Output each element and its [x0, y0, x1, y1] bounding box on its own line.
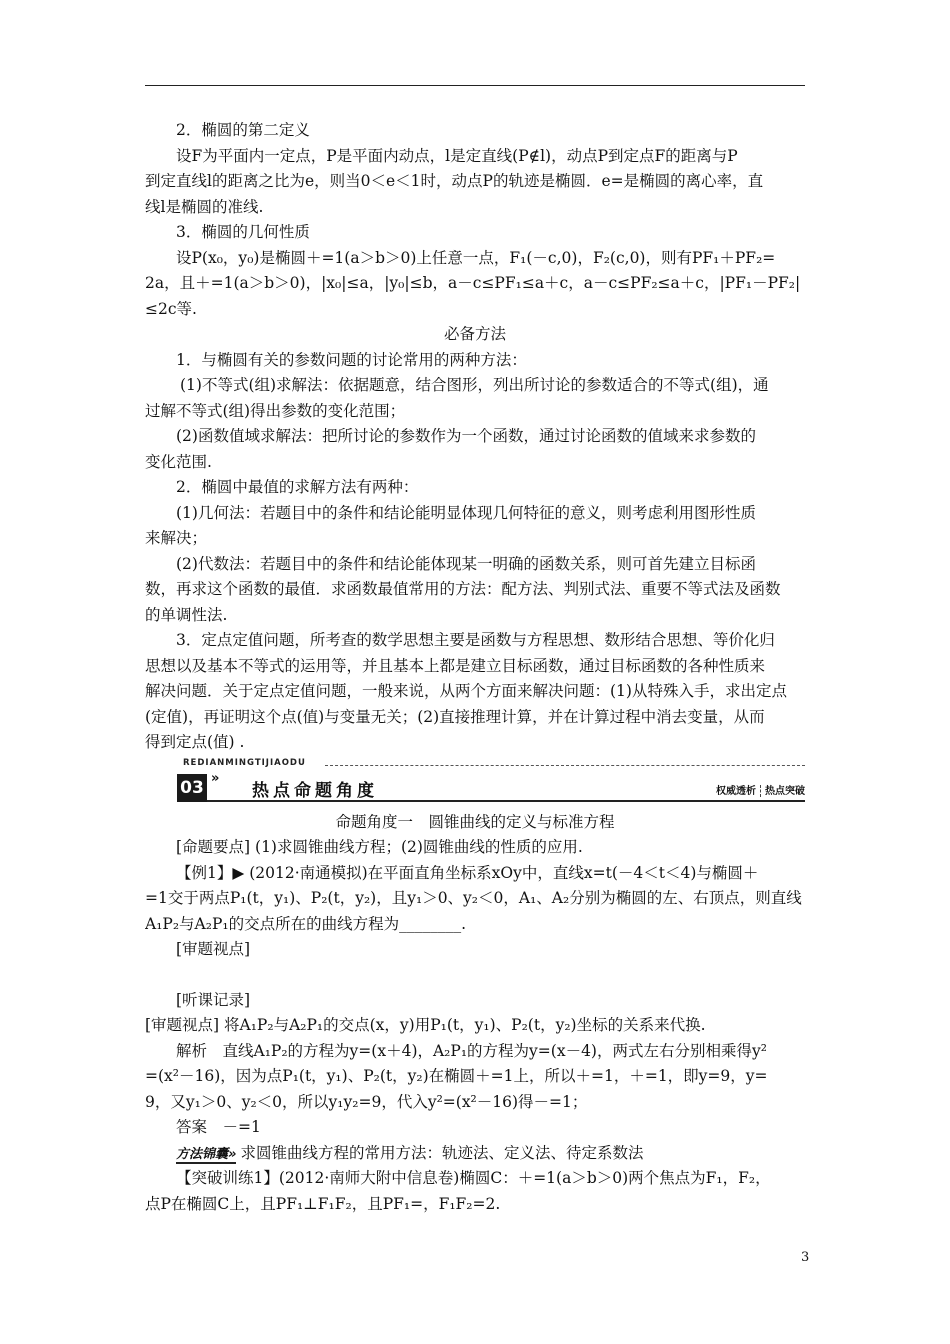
text-line: [命题要点] (1)求圆锥曲线方程；(2)圆锥曲线的性质的应用.: [176, 838, 583, 856]
method-tip-text: 求圆锥曲线方程的常用方法：轨迹法、定义法、待定系数法: [240, 1143, 644, 1162]
method-tip-line: [145, 1141, 805, 1167]
text-line: 解决问题．关于定点定值问题，一般来说，从两个方面来解决问题：(1)从特殊入手，求出定点: [145, 682, 787, 700]
example-line: =1交于两点P₁(t，y₁)、P₂(t，y₂)，且y₁＞0、y₂＜0，A₁、A₂分别为椭圆的左、右顶点，则直线: [145, 889, 802, 907]
banner-dashed-rule: [325, 765, 805, 766]
text-line: (1)不等式(组)求解法：依据题意，结合图形，列出所讨论的参数适合的不等式(组)，通: [180, 376, 769, 394]
text-line: 数，再求这个函数的最值．求函数最值常用的方法：配方法、判别式法、重要不等式法及函数: [145, 580, 781, 598]
example-line: 【例1】▶ (2012·南通模拟)在平面直角坐标系xOy中，直线x=t(－4＜t＜4)与椭圆＋: [176, 863, 759, 882]
blank-space: [145, 963, 805, 988]
text-line: 到定直线l的距离之比为e，则当0＜e＜1时，动点P的轨迹是椭圆．e=是椭圆的离心率，直: [145, 172, 764, 190]
subsection-heading: 命题角度一 圆锥曲线的定义与标准方程: [335, 812, 615, 831]
page-number: 3: [801, 1250, 810, 1265]
text-line: 3．定点定值问题，所考查的数学思想主要是函数与方程思想、数形结合思想、等价化归: [176, 631, 775, 649]
banner-right-label: [716, 782, 805, 797]
banner-number: 03: [177, 774, 207, 802]
text-line: 线l是椭圆的准线.: [145, 197, 264, 216]
banner-subtitle: REDIANMINGTIJIAODU: [183, 757, 306, 768]
text-line: [审题视点] 将A₁P₂与A₂P₁的交点(x，y)用P₁(t，y₁)、P₂(t，y₂)坐标的关系来代换.: [145, 1016, 706, 1034]
heading-geometric-properties: 3．椭圆的几何性质: [176, 223, 310, 241]
text-line: 1．与椭圆有关的参数问题的讨论常用的两种方法：: [176, 350, 527, 369]
method-tag: 方法锦囊»: [176, 1146, 237, 1162]
text-line: ≤2c等.: [145, 299, 197, 318]
text-line: 设P(x₀，y₀)是椭圆＋=1(a＞b＞0)上任意一点，F₁(－c,0)，F₂(c,0)，则有PF₁＋PF₂=: [176, 248, 776, 267]
banner-right-b: 热点突破: [765, 785, 805, 797]
training-line: 【突破训练1】(2012·南师大附中信息卷)椭圆C：＋=1(a＞b＞0)两个焦点为F₁，F₂，: [176, 1169, 771, 1187]
training-line: 点P在椭圆C上，且PF₁⊥F₁F₂，且PF₁=，F₁F₂=2.: [145, 1194, 501, 1213]
text-line: 来解决；: [145, 529, 208, 547]
text-line: 2a，且＋=1(a＞b＞0)，|x₀|≤a，|y₀|≤b，a－c≤PF₁≤a＋c，a－c≤PF₂≤a＋c，|PF₁－PF₂|: [145, 274, 801, 292]
solution-line: 解析 直线A₁P₂的方程为y=(x＋4)，A₂P₁的方程为y=(x－4)，两式左右分别相乘得y²: [176, 1041, 767, 1060]
text-line: (1)几何法：若题目中的条件和结论能明显体现几何特征的意义，则考虑利用图形性质: [176, 503, 756, 522]
text-line: (2)函数值域求解法：把所讨论的参数作为一个函数，通过讨论函数的值域来求参数的: [176, 427, 756, 445]
section-banner: [145, 758, 805, 806]
header-rule: [145, 85, 805, 86]
answer-line: 答案 －=1: [176, 1118, 261, 1136]
double-arrow-icon: »: [211, 770, 220, 786]
text-line: 得到定点(值) .: [145, 733, 245, 751]
example-line: A₁P₂与A₂P₁的交点所在的曲线方程为________.: [145, 914, 467, 933]
text-line: 2．椭圆中最值的求解方法有两种：: [176, 478, 419, 496]
heading-second-definition: 2．椭圆的第二定义: [176, 121, 310, 139]
document-body: [145, 118, 805, 1217]
review-viewpoint-label: [审题视点]: [176, 940, 251, 958]
text-line: (定值)，再证明这个点(值)与变量无关；(2)直接推理计算，并在计算过程中消去变量，从而: [145, 707, 765, 726]
banner-divider: [760, 785, 761, 797]
banner-title: 热点命题角度: [252, 780, 378, 801]
text-line: 的单调性法.: [145, 605, 228, 624]
solution-line: =(x²－16)，因为点P₁(t，y₁)、P₂(t，y₂)在椭圆＋=1上，所以＋=1，＋=1，即y=9，y=: [145, 1067, 768, 1085]
solution-line: 9，又y₁＞0、y₂＜0，所以y₁y₂=9，代入y²=(x²－16)得－=1；: [145, 1092, 588, 1111]
text-line: 设F为平面内一定点，P是平面内动点，l是定直线(P∉l)，动点P到定点F的距离与P: [176, 146, 738, 165]
text-line: (2)代数法：若题目中的条件和结论能体现某一明确的函数关系，则可首先建立目标函: [176, 554, 756, 573]
text-line: 思想以及基本不等式的运用等，并且基本上都是建立目标函数，通过目标函数的各种性质来: [145, 656, 766, 675]
lecture-notes-label: [听课记录]: [176, 990, 251, 1009]
section-heading-methods: 必备方法: [443, 325, 506, 343]
banner-right-a: 权威透析: [716, 785, 756, 797]
text-line: 过解不等式(组)得出参数的变化范围；: [145, 401, 406, 420]
text-line: 变化范围.: [145, 452, 212, 471]
